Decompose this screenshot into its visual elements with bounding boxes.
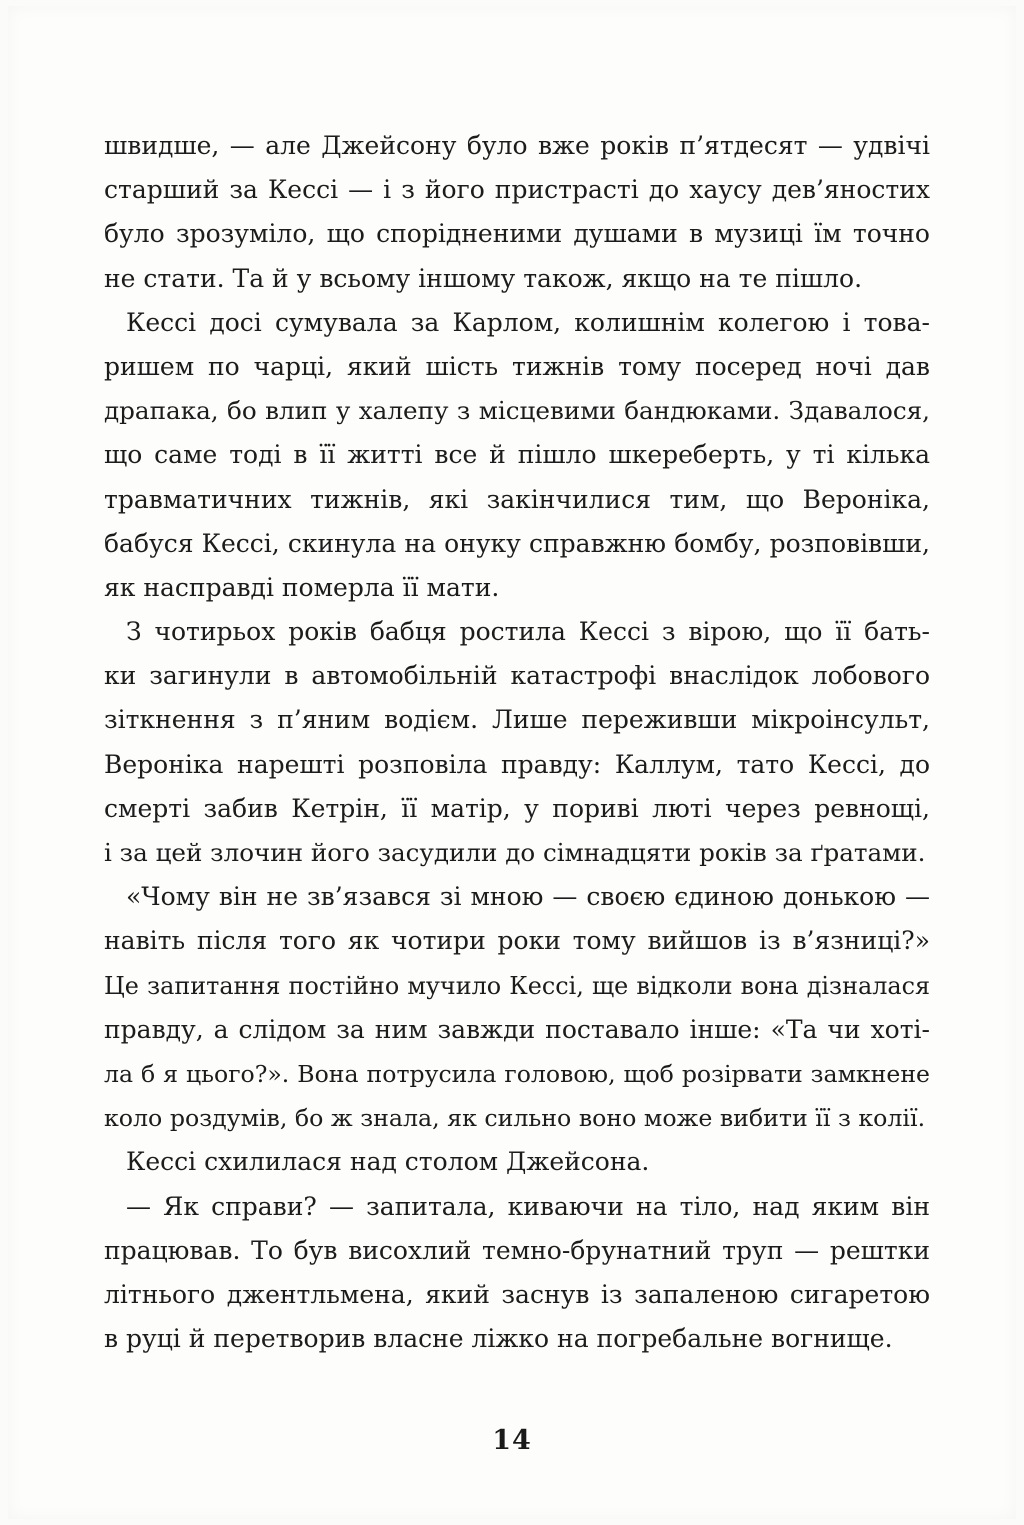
text-line: зіткнення з п’яним водієм. Лише переживши мікроінсульт, — [104, 705, 930, 735]
text-line: З чотирьох років бабця ростила Кессі з вірою, що її бать- — [126, 617, 930, 647]
text-line: ришем по чарці, який шість тижнів тому посеред ночі дав — [104, 351, 930, 381]
page-number: 14 — [492, 1425, 532, 1456]
text-line: швидше, — але Джейсону було вже років п’ятдесят — удвічі — [104, 131, 930, 160]
text-line: було зрозуміло, що спорідненими душами в музиці їм точно — [104, 219, 930, 249]
text-line: працював. То був висохлий темно-брунатний труп — рештки — [104, 1235, 930, 1265]
text-line: в руці й перетворив власне ліжко на погребальне вогнище. — [104, 1324, 893, 1354]
text-line: як насправді померла її мати. — [104, 572, 500, 602]
text-line: Це запитання постійно мучило Кессі, ще відколи вона дізналася — [104, 971, 930, 1000]
text-line: правду, а слідом за ним завжди поставало інше: «Та чи хоті- — [104, 1014, 930, 1044]
text-line: бабуся Кессі, скинула на онуку справжню бомбу, розповівши, — [104, 528, 930, 558]
text-line: травматичних тижнів, які закінчилися тим, що Вероніка, — [104, 484, 930, 514]
text-line: навіть після того як чотири роки тому вийшов із в’язниці?» — [104, 926, 930, 956]
text-line: що саме тоді в її житті все й пішло шкереберть, у ті кілька — [104, 440, 930, 470]
text-line: літнього джентльмена, який заснув із запаленою сигаретою — [104, 1279, 930, 1309]
text-line: коло роздумів, бо ж знала, як сильно воно може вибити її з колії. — [104, 1104, 926, 1133]
text-line: Кессі схилилася над столом Джейсона. — [126, 1147, 650, 1177]
text-line: і за цей злочин його засудили до сімнадцяти років за ґратами. — [104, 838, 926, 867]
text-line: старший за Кессі — і з його пристрасті до хаусу дев’яностих — [104, 175, 930, 205]
text-line: ла б я цього?». Вона потрусила головою, щоб розірвати замкнене — [104, 1059, 930, 1088]
text-line: «Чому він не зв’язався зі мною — своєю єдиною донькою — — [126, 882, 930, 912]
body-text — [104, 124, 930, 1361]
text-line: смерті забив Кетрін, її матір, у пориві люті через ревнощі, — [104, 793, 930, 823]
text-line: Кессі досі сумувала за Карлом, колишнім колегою і това- — [126, 307, 930, 337]
text-line: — Як справи? — запитала, киваючи на тіло, над яким він — [126, 1191, 930, 1221]
text-line: Вероніка нарешті розповіла правду: Каллум, тато Кессі, до — [104, 749, 930, 779]
text-line: драпака, бо влип у халепу з місцевими бандюками. Здавалося, — [104, 396, 930, 426]
text-line: ки загинули в автомобільній катастрофі внаслідок лобового — [104, 661, 930, 691]
text-line: не стати. Та й у всьому іншому також, якщо на те пішло. — [104, 263, 863, 293]
